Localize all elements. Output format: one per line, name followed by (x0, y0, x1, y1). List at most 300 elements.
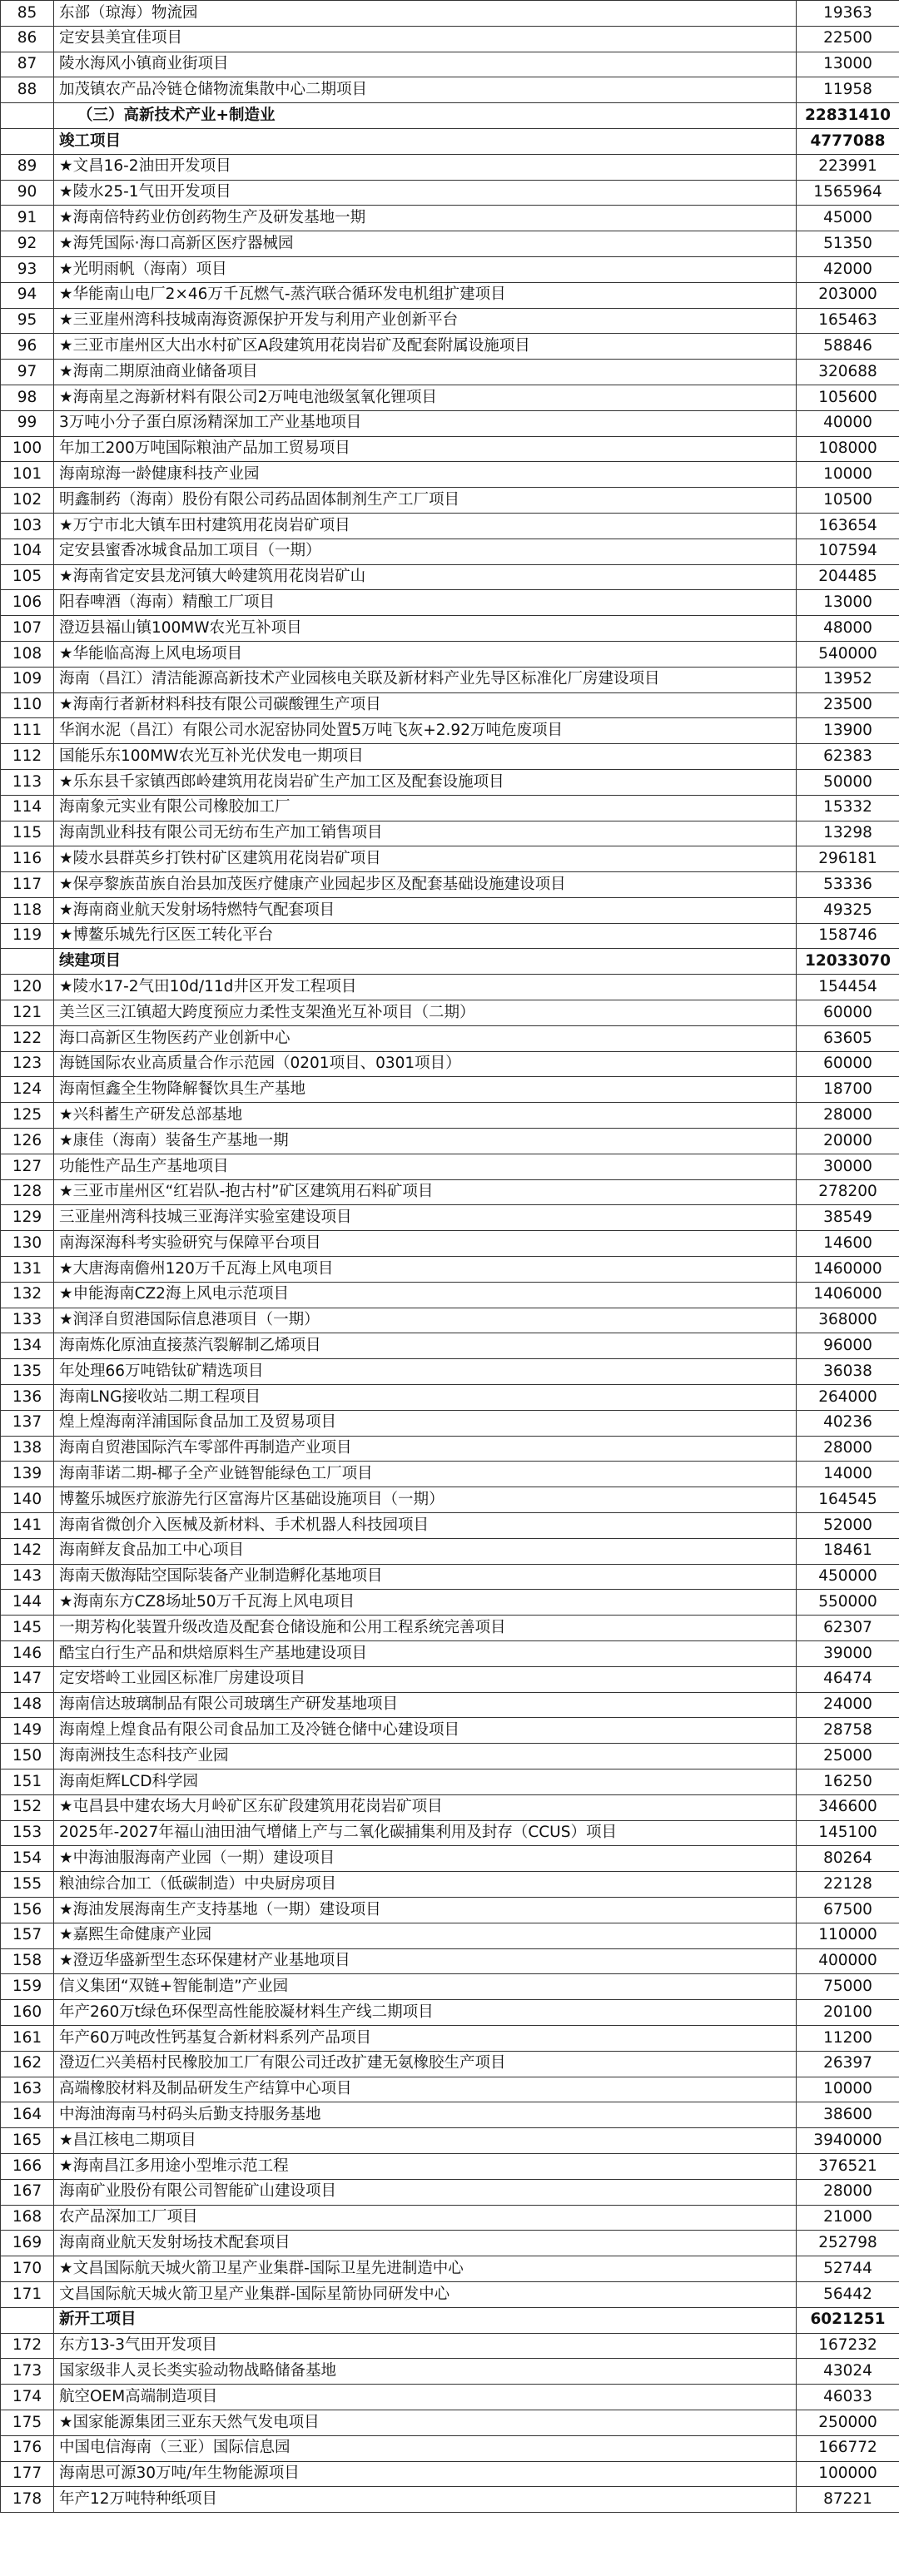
investment-value-cell: 13900 (797, 718, 899, 744)
investment-value-cell: 21000 (797, 2205, 899, 2231)
table-row (1, 231, 899, 257)
row-number-cell: 152 (1, 1794, 54, 1820)
project-name-cell: ★康佳（海南）装备生产基地一期 (54, 1129, 797, 1154)
table-row (1, 1308, 899, 1333)
project-name-cell: 美兰区三江镇超大跨度预应力柔性支架渔光互补项目（二期） (54, 1000, 797, 1026)
project-name-cell: 信义集团“双链+智能制造”产业园 (54, 1974, 797, 2000)
project-name-cell: 国能乐东100MW农光互补光伏发电一期项目 (54, 744, 797, 770)
project-name-cell: 年加工200万吨国际粮油产品加工贸易项目 (54, 436, 797, 462)
row-number-cell: 172 (1, 2333, 54, 2359)
investment-value-cell: 45000 (797, 206, 899, 231)
investment-value-cell: 15332 (797, 795, 899, 821)
investment-value-cell: 22500 (797, 26, 899, 52)
project-name-cell: 澄迈仁兴美梧村民橡胶加工厂有限公司迁改扩建无氨橡胶生产项目 (54, 2051, 797, 2077)
row-number-cell: 143 (1, 1564, 54, 1590)
investment-value-cell: 250000 (797, 2410, 899, 2435)
row-number-cell: 113 (1, 769, 54, 795)
investment-value-cell: 62307 (797, 1616, 899, 1641)
investment-value-cell: 320688 (797, 360, 899, 385)
row-number-cell: 139 (1, 1462, 54, 1487)
row-number-cell: 133 (1, 1308, 54, 1333)
table-row (1, 641, 899, 667)
row-number-cell: 104 (1, 539, 54, 564)
investment-value-cell: 75000 (797, 1974, 899, 2000)
investment-value-cell: 107594 (797, 539, 899, 564)
investment-value-cell: 346600 (797, 1794, 899, 1820)
group-header-row (1, 128, 899, 154)
row-number-cell (1, 2307, 54, 2333)
investment-value-cell: 165463 (797, 308, 899, 334)
project-name-cell: 粮油综合加工（低碳制造）中央厨房项目 (54, 1872, 797, 1898)
row-number-cell: 167 (1, 2179, 54, 2205)
project-name-cell: 海链国际农业高质量合作示范园（0201项目、0301项目） (54, 1051, 797, 1077)
table-row (1, 1436, 899, 1462)
project-name-cell: ★海南东方CZ8场址50万千瓦海上风电项目 (54, 1590, 797, 1616)
project-name-cell: 加茂镇农产品冷链仓储物流集散中心二期项目 (54, 77, 797, 103)
row-number-cell: 154 (1, 1846, 54, 1872)
project-name-cell: （三）高新技术产业+制造业 (54, 103, 797, 129)
investment-value-cell: 56442 (797, 2281, 899, 2307)
row-number-cell: 165 (1, 2128, 54, 2154)
investment-value-cell: 13298 (797, 821, 899, 846)
table-row (1, 1897, 899, 1923)
investment-value-cell: 154454 (797, 975, 899, 1000)
investment-value-cell: 38549 (797, 1205, 899, 1231)
row-number-cell: 103 (1, 513, 54, 539)
project-name-cell: 定安县美宜佳项目 (54, 26, 797, 52)
investment-value-cell: 40000 (797, 410, 899, 436)
investment-value-cell: 158746 (797, 923, 899, 949)
project-name-cell: 东方13-3气田开发项目 (54, 2333, 797, 2359)
row-number-cell: 99 (1, 410, 54, 436)
table-row (1, 1744, 899, 1769)
table-row (1, 2025, 899, 2051)
row-number-cell (1, 128, 54, 154)
row-number-cell: 124 (1, 1077, 54, 1103)
project-name-cell: 澄迈县福山镇100MW农光互补项目 (54, 616, 797, 642)
table-row (1, 2359, 899, 2385)
project-name-cell: 海南凯业科技有限公司无纺布生产加工销售项目 (54, 821, 797, 846)
investment-value-cell: 145100 (797, 1820, 899, 1846)
row-number-cell: 158 (1, 1948, 54, 1974)
table-row (1, 1051, 899, 1077)
table-row (1, 667, 899, 692)
row-number-cell: 161 (1, 2025, 54, 2051)
row-number-cell: 151 (1, 1769, 54, 1794)
investment-value-cell: 36038 (797, 1359, 899, 1385)
investment-value-cell: 204485 (797, 564, 899, 590)
table-row (1, 718, 899, 744)
investment-value-cell: 51350 (797, 231, 899, 257)
group-header-row (1, 949, 899, 975)
row-number-cell: 93 (1, 256, 54, 282)
table-row (1, 1077, 899, 1103)
row-number-cell: 87 (1, 52, 54, 77)
row-number-cell: 109 (1, 667, 54, 692)
project-name-cell: ★华能南山电厂2×46万千瓦燃气-蒸汽联合循环发电机组扩建项目 (54, 282, 797, 308)
project-name-cell: 海南琼海一龄健康科技产业园 (54, 462, 797, 488)
row-number-cell: 127 (1, 1154, 54, 1179)
project-name-cell: 海南省微创介入医械及新材料、手术机器人科技园项目 (54, 1513, 797, 1539)
project-name-cell: 酷宝白行生产品和烘焙原料生产基地建设项目 (54, 1641, 797, 1667)
investment-value-cell: 80264 (797, 1846, 899, 1872)
row-number-cell: 106 (1, 590, 54, 616)
project-name-cell: ★中海油服海南产业园（一期）建设项目 (54, 1846, 797, 1872)
table-row (1, 1794, 899, 1820)
project-name-cell: 海南菲诺二期-椰子全产业链智能绿色工厂项目 (54, 1462, 797, 1487)
table-row (1, 2281, 899, 2307)
table-row (1, 821, 899, 846)
table-row (1, 1333, 899, 1359)
table-row (1, 1, 899, 27)
table-row (1, 2231, 899, 2256)
section-header-row (1, 103, 899, 129)
row-number-cell: 153 (1, 1820, 54, 1846)
project-name-cell: 海南洲技生态科技产业园 (54, 1744, 797, 1769)
table-row (1, 2102, 899, 2128)
table-row (1, 206, 899, 231)
row-number-cell: 156 (1, 1897, 54, 1923)
investment-value-cell: 400000 (797, 1948, 899, 1974)
investment-value-cell: 13952 (797, 667, 899, 692)
table-row (1, 154, 899, 180)
investment-value-cell: 24000 (797, 1692, 899, 1718)
row-number-cell: 138 (1, 1436, 54, 1462)
project-name-cell: ★海南倍特药业仿创药物生产及研发基地一期 (54, 206, 797, 231)
project-name-cell: 海南LNG接收站二期工程项目 (54, 1385, 797, 1411)
row-number-cell: 134 (1, 1333, 54, 1359)
row-number-cell: 148 (1, 1692, 54, 1718)
investment-value-cell: 63605 (797, 1025, 899, 1051)
investment-value-cell: 1565964 (797, 180, 899, 206)
table-row (1, 2256, 899, 2282)
row-number-cell: 162 (1, 2051, 54, 2077)
row-number-cell: 147 (1, 1666, 54, 1692)
table-row (1, 180, 899, 206)
investment-value-cell: 48000 (797, 616, 899, 642)
table-row (1, 1282, 899, 1308)
investment-value-cell: 16250 (797, 1769, 899, 1794)
project-name-cell: 功能性产品生产基地项目 (54, 1154, 797, 1179)
investment-value-cell: 20000 (797, 1129, 899, 1154)
project-name-cell: ★澄迈华盛新型生态环保建材产业基地项目 (54, 1948, 797, 1974)
table-row (1, 1590, 899, 1616)
table-row (1, 2051, 899, 2077)
project-name-cell: 海南商业航天发射场技术配套项目 (54, 2231, 797, 2256)
row-number-cell: 118 (1, 897, 54, 923)
investment-value-cell: 60000 (797, 1000, 899, 1026)
row-number-cell: 137 (1, 1410, 54, 1436)
table-row (1, 2410, 899, 2435)
row-number-cell: 144 (1, 1590, 54, 1616)
project-name-cell: 三亚崖州湾科技城三亚海洋实验室建设项目 (54, 1205, 797, 1231)
investment-value-cell: 28000 (797, 1103, 899, 1129)
project-name-cell: 东部（琼海）物流园 (54, 1, 797, 27)
table-row (1, 334, 899, 360)
table-row (1, 385, 899, 410)
row-number-cell: 92 (1, 231, 54, 257)
project-name-cell: ★三亚崖州湾科技城南海资源保护开发与利用产业创新平台 (54, 308, 797, 334)
investment-value-cell: 28000 (797, 1436, 899, 1462)
project-name-cell: ★海南星之海新材料有限公司2万吨电池级氢氧化锂项目 (54, 385, 797, 410)
project-name-cell: ★博鳌乐城先行区医工转化平台 (54, 923, 797, 949)
project-name-cell: 2025年-2027年福山油田油气增储上产与二氧化碳捕集利用及封存（CCUS）项目 (54, 1820, 797, 1846)
table-row (1, 436, 899, 462)
investment-value-cell: 14000 (797, 1462, 899, 1487)
table-row (1, 1179, 899, 1205)
row-number-cell: 150 (1, 1744, 54, 1769)
project-name-cell: 海南煌上煌食品有限公司食品加工及冷链仓储中心建设项目 (54, 1718, 797, 1744)
project-name-cell: ★海油发展海南生产支持基地（一期）建设项目 (54, 1897, 797, 1923)
project-name-cell: 年处理66万吨锆钛矿精选项目 (54, 1359, 797, 1385)
project-name-cell: ★光明雨帆（海南）项目 (54, 256, 797, 282)
project-name-cell: 航空OEM高端制造项目 (54, 2385, 797, 2410)
investment-value-cell: 167232 (797, 2333, 899, 2359)
project-name-cell: 博鳌乐城医疗旅游先行区富海片区基础设施项目（一期） (54, 1487, 797, 1513)
project-name-cell: ★海南商业航天发射场特燃特气配套项目 (54, 897, 797, 923)
investment-value-cell: 18700 (797, 1077, 899, 1103)
project-name-cell: 海南天傲海陆空国际装备产业制造孵化基地项目 (54, 1564, 797, 1590)
investment-value-cell: 252798 (797, 2231, 899, 2256)
investment-value-cell: 100000 (797, 2461, 899, 2487)
investment-value-cell: 11200 (797, 2025, 899, 2051)
investment-value-cell: 166772 (797, 2435, 899, 2461)
project-name-cell: ★保亭黎族苗族自治县加茂医疗健康产业园起步区及配套基础设施建设项目 (54, 872, 797, 898)
row-number-cell: 146 (1, 1641, 54, 1667)
row-number-cell: 164 (1, 2102, 54, 2128)
row-number-cell: 125 (1, 1103, 54, 1129)
table-row (1, 616, 899, 642)
project-name-cell: 海南（昌江）清洁能源高新技术产业园核电关联及新材料产业先导区标准化厂房建设项目 (54, 667, 797, 692)
investment-value-cell: 11958 (797, 77, 899, 103)
investment-value-cell: 3940000 (797, 2128, 899, 2154)
project-name-cell: 新开工项目 (54, 2307, 797, 2333)
table-row (1, 1359, 899, 1385)
project-name-cell: ★昌江核电二期项目 (54, 2128, 797, 2154)
table-row (1, 2487, 899, 2513)
project-name-cell: 海南矿业股份有限公司智能矿山建设项目 (54, 2179, 797, 2205)
investment-value-cell: 43024 (797, 2359, 899, 2385)
investment-value-cell: 10000 (797, 462, 899, 488)
project-name-cell: 海南自贸港国际汽车零部件再制造产业项目 (54, 1436, 797, 1462)
row-number-cell: 168 (1, 2205, 54, 2231)
row-number-cell: 107 (1, 616, 54, 642)
row-number-cell: 159 (1, 1974, 54, 2000)
row-number-cell: 169 (1, 2231, 54, 2256)
table-row (1, 77, 899, 103)
project-name-cell: 华润水泥（昌江）有限公司水泥窑协同处置5万吨飞灰+2.92万吨危废项目 (54, 718, 797, 744)
row-number-cell: 120 (1, 975, 54, 1000)
project-name-cell: ★国家能源集团三亚东天然气发电项目 (54, 2410, 797, 2435)
table-row (1, 1205, 899, 1231)
investment-value-cell: 58846 (797, 334, 899, 360)
project-name-cell: ★三亚市崖州区“红岩队-抱古村”矿区建筑用石料矿项目 (54, 1179, 797, 1205)
table-row (1, 2077, 899, 2102)
row-number-cell: 112 (1, 744, 54, 770)
project-name-cell: ★陵水县群英乡打铁村矿区建筑用花岗岩矿项目 (54, 846, 797, 872)
table-row (1, 1129, 899, 1154)
table-row (1, 872, 899, 898)
table-row (1, 590, 899, 616)
project-name-cell: 陵水海风小镇商业街项目 (54, 52, 797, 77)
row-number-cell: 166 (1, 2153, 54, 2179)
investment-value-cell: 19363 (797, 1, 899, 27)
investment-value-cell: 278200 (797, 1179, 899, 1205)
row-number-cell: 149 (1, 1718, 54, 1744)
project-name-cell: 海南炬辉LCD科学园 (54, 1769, 797, 1794)
investment-value-cell: 28758 (797, 1718, 899, 1744)
investment-value-cell: 540000 (797, 641, 899, 667)
table-row (1, 1462, 899, 1487)
row-number-cell: 116 (1, 846, 54, 872)
investment-value-cell: 163654 (797, 513, 899, 539)
table-row (1, 2128, 899, 2154)
row-number-cell: 131 (1, 1257, 54, 1283)
table-row (1, 897, 899, 923)
table-row (1, 26, 899, 52)
project-name-cell: ★万宁市北大镇车田村建筑用花岗岩矿项目 (54, 513, 797, 539)
row-number-cell: 111 (1, 718, 54, 744)
table-row (1, 488, 899, 514)
project-name-cell: 明鑫制药（海南）股份有限公司药品固体制剂生产工厂项目 (54, 488, 797, 514)
table-row (1, 1769, 899, 1794)
row-number-cell: 136 (1, 1385, 54, 1411)
table-row (1, 769, 899, 795)
project-name-cell: ★华能临高海上风电场项目 (54, 641, 797, 667)
row-number-cell: 135 (1, 1359, 54, 1385)
investment-value-cell: 264000 (797, 1385, 899, 1411)
row-number-cell: 173 (1, 2359, 54, 2385)
investment-value-cell: 12033070 (797, 949, 899, 975)
row-number-cell (1, 949, 54, 975)
table-row (1, 2153, 899, 2179)
row-number-cell: 94 (1, 282, 54, 308)
row-number-cell: 157 (1, 1923, 54, 1948)
row-number-cell: 101 (1, 462, 54, 488)
investment-value-cell: 26397 (797, 2051, 899, 2077)
table-row (1, 692, 899, 718)
row-number-cell: 97 (1, 360, 54, 385)
project-name-cell: 年产260万t绿色环保型高性能胶凝材料生产线二期项目 (54, 2000, 797, 2026)
row-number-cell: 170 (1, 2256, 54, 2282)
project-name-cell: ★润泽自贸港国际信息港项目（一期） (54, 1308, 797, 1333)
investment-value-cell: 52000 (797, 1513, 899, 1539)
row-number-cell: 98 (1, 385, 54, 410)
table-row (1, 564, 899, 590)
row-number-cell: 89 (1, 154, 54, 180)
investment-value-cell: 22831410 (797, 103, 899, 129)
project-name-cell: 文昌国际航天城火箭卫星产业集群-国际星箭协同研发中心 (54, 2281, 797, 2307)
project-name-cell: 年产12万吨特种纸项目 (54, 2487, 797, 2513)
investment-value-cell: 22128 (797, 1872, 899, 1898)
project-name-cell: 海南炼化原油直接蒸汽裂解制乙烯项目 (54, 1333, 797, 1359)
project-name-cell: 3万吨小分子蛋白原汤精深加工产业基地项目 (54, 410, 797, 436)
table-row (1, 1692, 899, 1718)
investment-value-cell: 296181 (797, 846, 899, 872)
project-name-cell: 年产60万吨改性钙基复合新材料系列产品项目 (54, 2025, 797, 2051)
table-row (1, 1154, 899, 1179)
row-number-cell: 171 (1, 2281, 54, 2307)
project-name-cell: ★海南省定安县龙河镇大岭建筑用花岗岩矿山 (54, 564, 797, 590)
row-number-cell: 119 (1, 923, 54, 949)
row-number-cell: 115 (1, 821, 54, 846)
table-row (1, 923, 899, 949)
table-row (1, 1385, 899, 1411)
project-name-cell: ★嘉熙生命健康产业园 (54, 1923, 797, 1948)
investment-value-cell: 13000 (797, 590, 899, 616)
row-number-cell: 129 (1, 1205, 54, 1231)
table-row (1, 744, 899, 770)
project-name-cell: 海南恒鑫全生物降解餐饮具生产基地 (54, 1077, 797, 1103)
investment-value-cell: 1460000 (797, 1257, 899, 1283)
investment-value-cell: 108000 (797, 436, 899, 462)
investment-value-cell: 60000 (797, 1051, 899, 1077)
row-number-cell: 90 (1, 180, 54, 206)
investment-value-cell: 30000 (797, 1154, 899, 1179)
project-name-cell: 煌上煌海南洋浦国际食品加工及贸易项目 (54, 1410, 797, 1436)
project-name-cell: ★屯昌县中建农场大月岭矿区东矿段建筑用花岗岩矿项目 (54, 1794, 797, 1820)
project-name-cell: ★申能海南CZ2海上风电示范项目 (54, 1282, 797, 1308)
project-table-body (1, 1, 899, 2513)
investment-value-cell: 223991 (797, 154, 899, 180)
project-name-cell: 中国电信海南（三亚）国际信息园 (54, 2435, 797, 2461)
table-row (1, 1641, 899, 1667)
row-number-cell: 130 (1, 1231, 54, 1257)
table-row (1, 1872, 899, 1898)
table-row (1, 2333, 899, 2359)
investment-value-cell: 46474 (797, 1666, 899, 1692)
row-number-cell: 95 (1, 308, 54, 334)
project-name-cell: ★文昌国际航天城火箭卫星产业集群-国际卫星先进制造中心 (54, 2256, 797, 2282)
row-number-cell: 110 (1, 692, 54, 718)
table-row (1, 1923, 899, 1948)
row-number-cell: 132 (1, 1282, 54, 1308)
row-number-cell: 86 (1, 26, 54, 52)
table-row (1, 2179, 899, 2205)
project-name-cell: 海南鲜友食品加工中心项目 (54, 1538, 797, 1564)
investment-value-cell: 1406000 (797, 1282, 899, 1308)
table-row (1, 1025, 899, 1051)
investment-value-cell: 25000 (797, 1744, 899, 1769)
table-row (1, 846, 899, 872)
row-number-cell: 145 (1, 1616, 54, 1641)
project-name-cell: ★海南昌江多用途小型堆示范工程 (54, 2153, 797, 2179)
investment-value-cell: 38600 (797, 2102, 899, 2128)
project-name-cell: ★海凭国际·海口高新区医疗器械园 (54, 231, 797, 257)
investment-value-cell: 96000 (797, 1333, 899, 1359)
project-name-cell: 海口高新区生物医药产业创新中心 (54, 1025, 797, 1051)
row-number-cell: 108 (1, 641, 54, 667)
table-row (1, 1820, 899, 1846)
project-name-cell: ★海南行者新材料科技有限公司碳酸锂生产项目 (54, 692, 797, 718)
row-number-cell: 96 (1, 334, 54, 360)
investment-value-cell: 6021251 (797, 2307, 899, 2333)
investment-value-cell: 20100 (797, 2000, 899, 2026)
project-name-cell: ★陵水25-1气田开发项目 (54, 180, 797, 206)
table-row (1, 1513, 899, 1539)
table-row (1, 1231, 899, 1257)
investment-value-cell: 368000 (797, 1308, 899, 1333)
row-number-cell: 102 (1, 488, 54, 514)
table-row (1, 1487, 899, 1513)
table-row (1, 539, 899, 564)
project-name-cell: ★乐东县千家镇西郎岭建筑用花岗岩矿生产加工区及配套设施项目 (54, 769, 797, 795)
row-number-cell: 88 (1, 77, 54, 103)
table-row (1, 308, 899, 334)
investment-value-cell: 4777088 (797, 128, 899, 154)
table-row (1, 360, 899, 385)
table-row (1, 410, 899, 436)
